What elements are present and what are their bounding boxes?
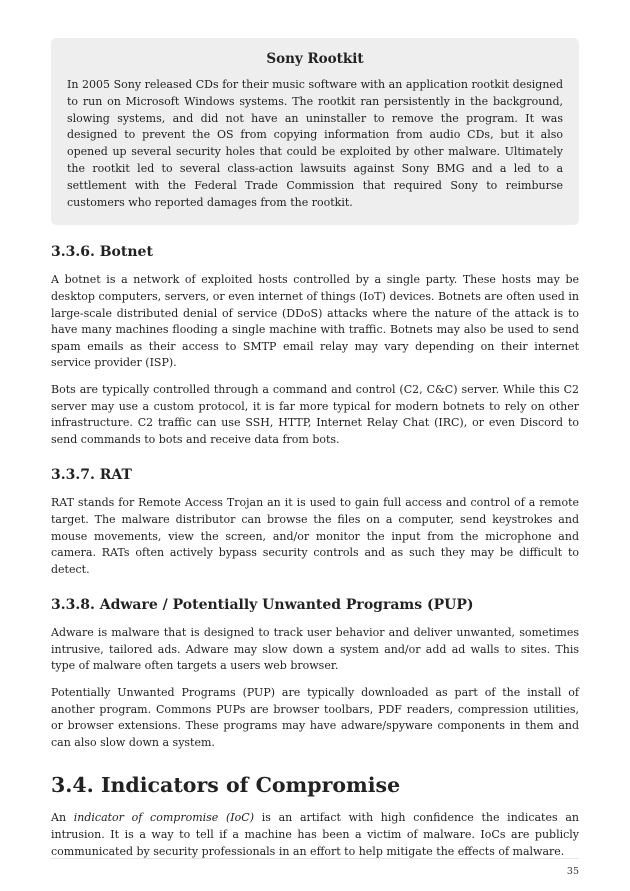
ioc-heading: 3.4. Indicators of Compromise — [51, 773, 401, 798]
page-number: 35 — [566, 866, 579, 877]
rat-paragraph-1: RAT stands for Remote Access Trojan an it is used to gain full access and control of a remote target. The malware distributor can browse the files on a computer, send keystrokes and mouse movements, view the screen, and/or monitor the input from the microphone and camera. RATs often actively bypass security controls and as such they may be difficult to detect. — [51, 496, 579, 576]
botnet-paragraph-1: A botnet is a network of exploited hosts controlled by a single party. These hosts may be desktop computers, servers, or even internet of things (IoT) devices. Botnets are often used in large-scale distributed denial of service (DDoS) attacks where the nature of the attack is to have many machines flooding a single machine with traffic. Botnets may also be used to send spam emails as their access to SMTP email relay may vary depending on their internet service provider (ISP). — [51, 273, 579, 370]
callout-title: Sony Rootkit — [266, 51, 364, 67]
footer-divider — [51, 858, 579, 859]
ioc-term: indicator of compromise (IoC) — [73, 811, 254, 825]
ioc-paragraph-1 — [51, 810, 579, 860]
ioc-p1-start: An — [51, 811, 74, 825]
adware-heading: 3.3.8. Adware / Potentially Unwanted Programs (PUP) — [51, 597, 474, 614]
botnet-heading: 3.3.6. Botnet — [51, 244, 153, 261]
sony-rootkit-callout — [51, 38, 579, 225]
page-content — [51, 38, 579, 870]
ioc-p1-rest: is an artifact with high confidence the indicates an intrusion. It is a way to tell if a machine has been a victim of malware. IoCs are publicly communicated by security professionals in an effort to help mitigate the effects of malware. — [51, 811, 579, 858]
adware-paragraph-1: Adware is malware that is designed to track user behavior and deliver unwanted, sometimes intrusive, tailored ads. Adware may slow down a system and/or add ad walls to sites. This type of malware often targets a users web browser. — [51, 626, 579, 673]
callout-body: In 2005 Sony released CDs for their music software with an application rootkit designed to run on Microsoft Windows systems. The rootkit ran persistently in the background, slowing systems, and did not have an uninstaller to remove the program. It was designed to prevent the OS from copying information from audio CDs, but it also opened up several security holes that could be exploited by other malware. Ultimately the rootkit led to several class-action lawsuits against Sony BMG and a led to a settlement with the Federal Trade Commission that required Sony to reimburse customers who reported damages from the rootkit. — [67, 78, 563, 209]
botnet-paragraph-2: Bots are typically controlled through a command and control (C2, C&C) server. While this C2 server may use a custom protocol, it is far more typical for modern botnets to rely on other infrastructure. C2 traffic can use SSH, HTTP, Internet Relay Chat (IRC), or even Discord to send commands to bots and receive data from bots. — [51, 382, 579, 446]
adware-paragraph-2: Potentially Unwanted Programs (PUP) are typically downloaded as part of the install of another program. Commons PUPs are browser toolbars, PDF readers, compression utilities, or browser extensions. These programs may have adware/spyware components in them and can also slow down a system. — [51, 686, 579, 749]
rat-heading: 3.3.7. RAT — [51, 467, 132, 484]
